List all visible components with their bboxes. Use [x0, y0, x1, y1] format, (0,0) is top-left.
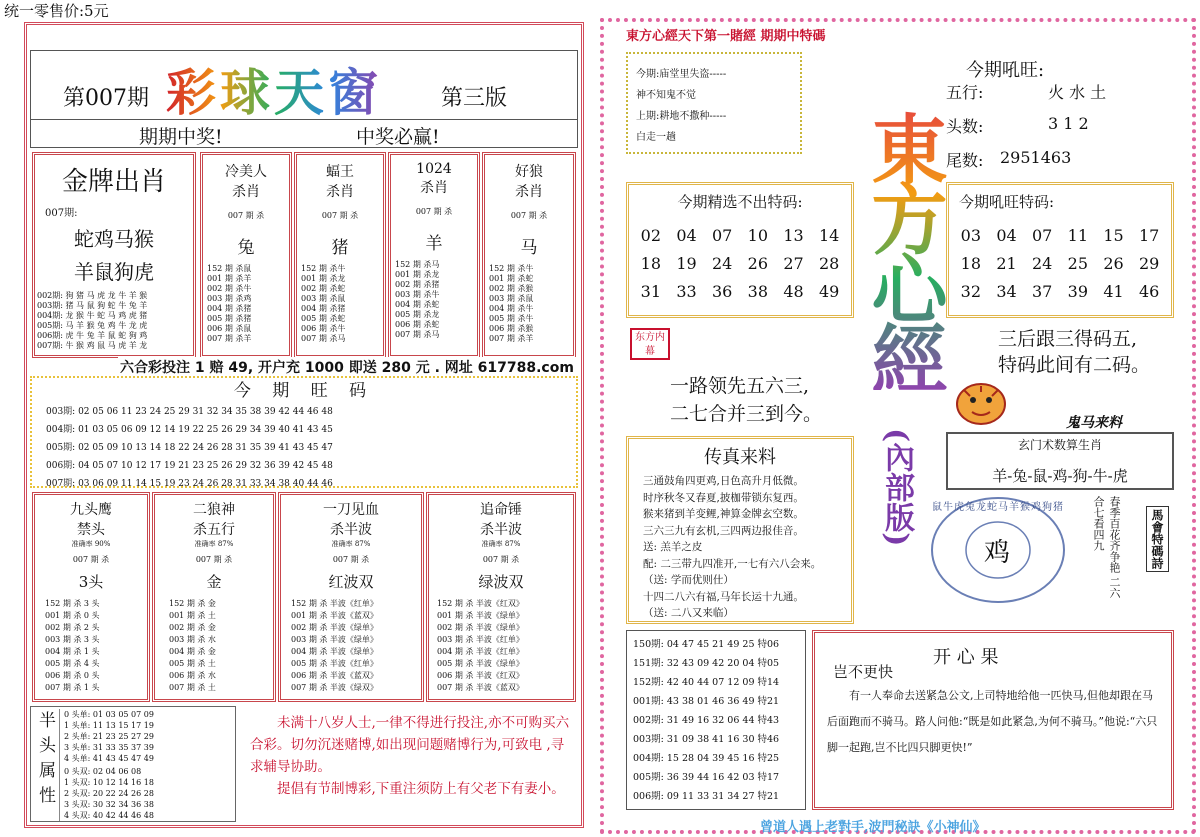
hot-special-num: 15	[1103, 226, 1124, 245]
horse-code-label: 馬會特碼詩	[1146, 506, 1169, 572]
fax-box	[626, 436, 854, 624]
hot-special-num: 11	[1067, 226, 1088, 245]
vertical-subtitle: (內部版)	[879, 428, 914, 547]
not-out-title: 今期精选不出特码:	[677, 193, 803, 211]
tiger-icon	[954, 380, 1008, 426]
bottom-history-row: 005 期 杀 4 头	[45, 659, 100, 668]
bottom-history-row: 003 期 杀 3 头	[45, 635, 100, 644]
joke-box	[812, 630, 1174, 810]
hot-numbers-row: 005期: 02 05 09 10 13 14 18 22 24 26 28 31 35 39 41 43 45 47	[46, 443, 333, 453]
zodiac-wheel	[928, 494, 1068, 606]
half-head-row: 0 头单: 01 03 05 07 09	[64, 710, 154, 719]
xuanmen-box	[946, 432, 1174, 490]
inside-stamp: 东方内幕	[630, 328, 670, 360]
bottom-history-row: 001 期 杀 0 头	[45, 611, 100, 620]
bottom-history-row: 004 期 杀 半波《红单》	[437, 647, 524, 656]
bottom-history-row: 002 期 杀 半波《绿单》	[291, 623, 378, 632]
zodiac-center: 鸡	[984, 538, 1011, 568]
joke-text: 有一人奉命去送紧急公文,上司特地给他一匹快马,但他却跟在马后面跑而不骑马。路人问他:“既是如此紧急,为何不骑马。”他说:“六只脚一起跑,岂不比四只脚更快!”	[827, 689, 1158, 754]
gold-line2: 羊鼠狗虎	[74, 260, 154, 284]
ad-banner[interactable]: 六合彩投注 1 赔 49, 开户充 1000 即送 280 元 . 网址 617788.com	[118, 357, 576, 377]
notice-moderation: 提倡有节制博彩,下重注须防上有父老下有妻小。	[277, 781, 565, 797]
bottom-history-row: 007 期 杀 半波《蓝双》	[437, 683, 524, 692]
edition-label: 第三版	[441, 86, 508, 111]
not-out-num: 49	[818, 282, 840, 301]
bottom-history-row: 004 期 杀 半波《绿单》	[291, 647, 378, 656]
bottom-history-row: 001 期 杀 半波《蓝双》	[291, 611, 378, 620]
bottom-history-row: 001 期 杀 土	[169, 611, 216, 620]
bottom-history-row: 002 期 杀 半波《绿单》	[437, 623, 524, 632]
half-head-row: 2 头双: 20 22 24 26 28	[64, 789, 154, 798]
kill-col	[294, 152, 386, 358]
not-out-num: 02	[640, 226, 661, 245]
kill-history-row: 002 期 杀牛	[207, 284, 252, 293]
not-out-num: 28	[818, 254, 840, 273]
bottom-col	[278, 492, 424, 702]
bottom-col-rate: 准确率 87%	[331, 540, 371, 548]
hot-special-num: 32	[960, 282, 981, 301]
poem-line: 二七合并三到今。	[670, 403, 823, 425]
half-head-row: 1 头双: 10 12 14 16 18	[64, 778, 154, 787]
bottom-col-issue: 007 期 杀	[195, 555, 233, 564]
issue-number: 第007期	[63, 86, 149, 111]
right-banner: 東方心經天下第一賭經 期期中特碼	[626, 29, 826, 44]
hot-numbers-row: 006期: 04 05 07 10 12 17 19 21 23 25 26 29 32 36 39 42 45 48	[46, 461, 333, 471]
kill-history-row: 005 期 杀龙	[395, 310, 440, 319]
xuanmen-value: 羊-兔-鼠-鸡-狗-牛-虎	[992, 467, 1128, 485]
hot-special-num: 26	[1103, 254, 1124, 273]
clue-line: 特码此间有二码。	[998, 354, 1151, 376]
kill-col-issue: 007 期 杀	[510, 211, 548, 220]
result-row: 151期: 32 43 09 42 20 04 特05	[633, 658, 780, 669]
bottom-col-name: 二狼神	[193, 502, 235, 518]
kill-col-issue: 007 期 杀	[321, 211, 359, 220]
bottom-history-row: 005 期 杀 半波《红单》	[291, 659, 378, 668]
gold-history-row: 005期: 马 羊 猴 兔 鸡 牛 龙 虎	[37, 321, 148, 330]
not-out-num: 19	[676, 254, 697, 273]
half-head-box	[30, 706, 236, 822]
kill-history-row: 003 期 杀鼠	[301, 294, 346, 303]
bottom-col-sub: 禁头	[77, 522, 105, 538]
tou-label: 头数:	[946, 117, 984, 136]
spring-poem	[1090, 496, 1122, 606]
hot-special-num: 46	[1138, 282, 1160, 301]
slogan-bar	[30, 120, 578, 148]
riddle-line: 白走一趟	[636, 132, 676, 143]
slogan-left: 期期中奖!	[139, 126, 223, 148]
kill-col	[482, 152, 576, 358]
gold-history-row: 004期: 龙 猴 牛 蛇 马 鸡 虎 猪	[37, 311, 148, 320]
kill-col-sub: 杀肖	[232, 184, 260, 200]
kill-history-row: 152 期 杀鼠	[207, 264, 252, 273]
fax-title: 传真来料	[704, 447, 776, 468]
gold-line1: 蛇鸡马猴	[74, 227, 154, 251]
wuxing-label: 五行:	[946, 83, 984, 102]
kill-history-row: 003 期 杀牛	[395, 290, 440, 299]
kill-history-row: 007 期 杀马	[301, 334, 346, 343]
xuanmen-title: 玄门术数算生肖	[1017, 438, 1102, 452]
fax-line: （送: 学而优则仕）	[643, 574, 734, 586]
ghost-horse-label: 鬼马来料	[1066, 415, 1122, 431]
bottom-col-rate: 准确率 90%	[71, 540, 111, 548]
bottom-history-row: 007 期 杀 半波《绿双》	[291, 683, 378, 692]
gold-title: 金牌出肖	[61, 167, 166, 197]
bottom-col-issue: 007 期 杀	[332, 555, 370, 564]
hot-special-num: 41	[1103, 282, 1124, 301]
not-out-num: 18	[640, 254, 661, 273]
not-out-num: 38	[747, 282, 768, 301]
results-box	[626, 630, 806, 810]
result-row: 001期: 43 38 01 46 36 49 特21	[633, 696, 780, 707]
hot-special-num: 34	[996, 282, 1017, 301]
hot-special-num: 18	[960, 254, 981, 273]
kill-col-name: 好狼	[515, 164, 543, 180]
vertical-title: 東方心經	[859, 110, 948, 390]
joke-subtitle: 岂不更快	[833, 663, 894, 681]
kill-history-row: 006 期 杀鼠	[207, 324, 252, 333]
kill-history-row: 004 期 杀猪	[301, 304, 346, 313]
bottom-col-sub: 杀半波	[330, 522, 372, 538]
hot-title: 今期吼旺:	[966, 60, 1045, 81]
fax-line: 十四二八六有福,马年长运十九通。	[643, 590, 804, 603]
bottom-history-row: 007 期 杀 1 头	[45, 683, 100, 692]
fax-line: （送: 二八又来临）	[643, 607, 734, 619]
not-out-num: 07	[711, 226, 733, 245]
not-out-num: 27	[783, 254, 804, 273]
bottom-history-row: 152 期 杀 半波《红双》	[437, 599, 524, 608]
not-out-num: 10	[747, 226, 768, 245]
logo-title: 彩球天窗	[166, 53, 382, 125]
riddle-line: 今期:庙堂里失盗-----	[636, 69, 727, 80]
kill-history-row: 001 期 杀龙	[395, 270, 440, 279]
result-row: 003期: 31 09 38 41 16 30 特46	[633, 734, 780, 745]
kill-history-row: 006 期 杀猴	[489, 324, 534, 333]
bottom-col-rate: 准确率 87%	[481, 540, 521, 548]
kill-history-row: 001 期 杀羊	[207, 274, 252, 283]
riddle-line: 上期:耕地不撒种-----	[636, 111, 727, 122]
half-head-label: 半头属性	[35, 711, 55, 811]
result-row: 152期: 42 40 44 07 12 09 特14	[633, 677, 780, 688]
result-row: 004期: 15 28 04 39 45 16 特25	[633, 753, 780, 764]
kill-history-row: 001 期 杀龙	[301, 274, 346, 283]
fax-line: 送: 羔羊之皮	[643, 541, 703, 553]
hot-numbers-row: 003期: 02 05 06 11 23 24 25 29 31 32 34 35 38 39 42 44 46 48	[46, 407, 333, 417]
kill-history-row: 007 期 杀羊	[489, 334, 534, 343]
not-out-num: 24	[711, 254, 733, 273]
bottom-history-row: 152 期 杀 3 头	[45, 599, 100, 608]
bottom-history-row: 006 期 杀 水	[169, 671, 216, 680]
kill-history-row: 003 期 杀鸡	[207, 294, 252, 303]
kill-history-row: 004 期 杀蛇	[395, 300, 440, 309]
not-out-num: 48	[783, 282, 804, 301]
kill-history-row: 003 期 杀鼠	[489, 294, 534, 303]
kill-history-row: 007 期 杀羊	[207, 334, 252, 343]
gold-history-row: 007期: 牛 猴 鸡 鼠 马 虎 羊 龙	[37, 341, 148, 350]
hot-special-num: 04	[996, 226, 1017, 245]
bottom-col-value: 3头	[78, 573, 104, 591]
gold-box	[32, 152, 196, 358]
bottom-history-row: 004 期 杀 金	[169, 647, 216, 656]
riddle-box	[626, 52, 802, 154]
kill-history-row: 007 期 杀马	[395, 330, 440, 339]
bottom-col-issue: 007 期 杀	[72, 555, 110, 564]
bottom-col-value: 绿波双	[478, 573, 524, 591]
hot-special-num: 39	[1067, 282, 1088, 301]
kill-col-sub: 杀肖	[515, 184, 543, 200]
hot-special-num: 24	[1031, 254, 1053, 273]
bottom-history-row: 002 期 杀 2 头	[45, 623, 100, 632]
bottom-col-value: 红波双	[328, 573, 374, 591]
kill-col	[200, 152, 292, 358]
kill-history-row: 152 期 杀牛	[489, 264, 534, 273]
bottom-history-row: 003 期 杀 半波《红单》	[437, 635, 524, 644]
bottom-col-rate: 准确率 87%	[194, 540, 234, 548]
hot-special-num: 25	[1067, 254, 1088, 273]
result-row: 005期: 36 39 44 16 42 03 特17	[633, 772, 780, 783]
hot-numbers-row: 007期: 03 06 09 11 14 15 19 23 24 26 28 31 33 34 38 40 44 46	[46, 479, 333, 489]
kill-col-sub: 杀肖	[326, 184, 354, 200]
kill-history-row: 005 期 杀猪	[207, 314, 252, 323]
spring-poem-line: 二六合七看四九	[1092, 496, 1121, 599]
hot-numbers-row: 004期: 01 03 05 06 09 12 14 19 22 25 26 29 34 39 40 41 43 45	[46, 425, 333, 435]
hot-special-num: 37	[1031, 282, 1053, 301]
poem-line: 一路领先五六三,	[670, 375, 810, 397]
bottom-col-value: 金	[206, 573, 222, 591]
zodiac-ring: 鼠牛虎兔龙蛇马羊猴鸡狗猪	[932, 502, 1064, 513]
hot-special-num: 03	[960, 226, 981, 245]
bottom-history-row: 001 期 杀 半波《绿单》	[437, 611, 524, 620]
half-head-row: 1 头单: 11 13 15 17 19	[64, 721, 154, 730]
bottom-history-row: 152 期 杀 半波《红单》	[291, 599, 378, 608]
not-out-num: 36	[711, 282, 733, 301]
bottom-history-row: 006 期 杀 半波《蓝双》	[291, 671, 378, 680]
not-out-num: 31	[640, 282, 661, 301]
wei-value: 2951463	[1000, 148, 1072, 167]
bottom-col-name: 九头鹰	[70, 502, 112, 518]
bottom-col-issue: 007 期 杀	[482, 555, 520, 564]
bottom-history-row: 003 期 杀 半波《绿单》	[291, 635, 378, 644]
wuxing-value: 火 水 土	[1048, 83, 1107, 102]
joke-title: 开 心 果	[933, 647, 999, 668]
kill-history-row: 002 期 杀猴	[489, 284, 534, 293]
hot-numbers-title: 今 期 旺 码	[233, 381, 375, 401]
price-label: 统一零售价:5元	[4, 2, 109, 20]
bottom-history-row: 152 期 杀 金	[169, 599, 216, 608]
left-header	[30, 50, 578, 120]
riddle-line: 神不知鬼不觉	[636, 90, 696, 101]
half-head-row: 4 头单: 41 43 45 47 49	[64, 754, 154, 763]
notice-age: 未满十八岁人士,一律不得进行投注,亦不可购买六合彩。切勿沉迷赌博,如出现问题赌博行为,可致电 ,寻求辅导协助。	[250, 715, 570, 775]
not-out-num: 14	[818, 226, 840, 245]
kill-col-name: 蝠王	[326, 164, 354, 180]
hot-special-title: 今期吼旺特码:	[959, 193, 1055, 211]
result-row: 006期: 09 11 33 31 34 27 特21	[633, 791, 780, 802]
kill-history-row: 006 期 杀蛇	[395, 320, 440, 329]
bottom-history-row: 005 期 杀 土	[169, 659, 216, 668]
kill-col-name: 冷美人	[225, 164, 267, 180]
half-head-row: 3 头双: 30 32 34 36 38	[64, 800, 154, 809]
fax-line: 时序秋冬又春夏,披枷带锁东复西。	[643, 491, 804, 504]
not-out-num: 33	[676, 282, 697, 301]
kill-history-row: 006 期 杀牛	[301, 324, 346, 333]
not-out-num: 04	[676, 226, 697, 245]
bottom-col	[32, 492, 150, 702]
result-row: 002期: 31 49 16 32 06 44 特43	[633, 715, 780, 726]
kill-col	[388, 152, 480, 358]
kill-history-row: 152 期 杀牛	[301, 264, 346, 273]
bottom-col	[152, 492, 276, 702]
kill-col-value: 猪	[331, 238, 349, 258]
half-head-row: 3 头单: 31 33 35 37 39	[64, 743, 154, 752]
not-out-num: 13	[783, 226, 804, 245]
kill-col-value: 羊	[425, 234, 443, 254]
clue-line: 三后跟三得码五,	[998, 328, 1138, 350]
kill-history-row: 152 期 杀马	[395, 260, 440, 269]
bottom-col	[426, 492, 576, 702]
half-head-row: 4 头双: 40 42 44 46 48	[64, 811, 154, 820]
hot-special-num: 29	[1138, 254, 1160, 273]
bottom-history-row: 006 期 杀 半波《红双》	[437, 671, 524, 680]
kill-history-row: 005 期 杀牛	[489, 314, 534, 323]
fax-line: 配: 二三带九四准开,一七有六八会来。	[643, 557, 822, 570]
bottom-col-sub: 杀半波	[480, 522, 522, 538]
bottom-history-row: 003 期 杀 水	[169, 635, 216, 644]
slogan-right: 中奖必赢!	[356, 126, 440, 148]
fax-line: 猴来猪到羊变鲤,神算金牌玄空数。	[643, 508, 804, 520]
half-head-row: 0 头双: 02 04 06 08	[64, 767, 142, 776]
not-out-grid	[633, 226, 847, 301]
bottom-history-row: 007 期 杀 土	[169, 683, 216, 692]
kill-history-row: 002 期 杀猪	[395, 280, 440, 289]
gold-history-row: 006期: 虎 牛 兔 羊 鼠 蛇 狗 鸡	[37, 331, 148, 340]
hot-special-num: 17	[1138, 226, 1160, 245]
hot-special-num: 07	[1031, 226, 1053, 245]
kill-history-row: 001 期 杀蛇	[489, 274, 534, 283]
bottom-history-row: 002 期 杀 金	[169, 623, 216, 632]
kill-history-row: 005 期 杀蛇	[301, 314, 346, 323]
hot-numbers-box	[30, 376, 578, 488]
result-row: 150期: 04 47 45 21 49 25 特06	[633, 639, 780, 650]
gold-history-row: 003期: 猪 马 鼠 狗 蛇 牛 兔 羊	[37, 301, 148, 310]
bottom-history-row: 004 期 杀 1 头	[45, 647, 100, 656]
kill-history-row: 004 期 杀牛	[489, 304, 534, 313]
kill-col-sub: 杀肖	[420, 180, 448, 196]
tou-value: 3 1 2	[1048, 114, 1089, 133]
not-out-box	[626, 182, 854, 318]
bottom-history-row: 006 期 杀 0 头	[45, 671, 100, 680]
bottom-col-name: 一刀见血	[323, 502, 379, 518]
gold-issue: 007期:	[45, 208, 78, 219]
wei-label: 尾数:	[946, 151, 984, 170]
kill-history-row: 004 期 杀猪	[207, 304, 252, 313]
half-head-row: 2 头单: 21 23 25 27 29	[64, 732, 154, 741]
gold-history-row: 002期: 狗 猪 马 虎 龙 牛 羊 猴	[37, 291, 148, 300]
kill-col-value: 马	[520, 238, 538, 258]
kill-col-value: 兔	[237, 238, 255, 258]
kill-col-name: 1024	[416, 161, 452, 177]
bottom-col-sub: 杀五行	[193, 522, 235, 538]
hot-special-box	[946, 182, 1174, 318]
hot-special-grid	[953, 226, 1167, 301]
fax-line: 三六三九有玄机,三四两边报佳音。	[643, 524, 804, 537]
hot-special-num: 21	[996, 254, 1017, 273]
kill-col-issue: 007 期 杀	[227, 211, 265, 220]
kill-col-issue: 007 期 杀	[415, 207, 453, 216]
fax-line: 三通鼓角四更鸡,日色高升月低微。	[643, 475, 804, 487]
not-out-num: 26	[747, 254, 768, 273]
bottom-history-row: 005 期 杀 半波《绿单》	[437, 659, 524, 668]
right-footer: 曾道人遇上老對手,波門秘訣《小神仙》	[760, 820, 986, 835]
kill-history-row: 002 期 杀蛇	[301, 284, 346, 293]
spring-poem-line: 春季百花齐争艳	[1108, 496, 1121, 573]
bottom-col-name: 追命锤	[480, 502, 522, 518]
